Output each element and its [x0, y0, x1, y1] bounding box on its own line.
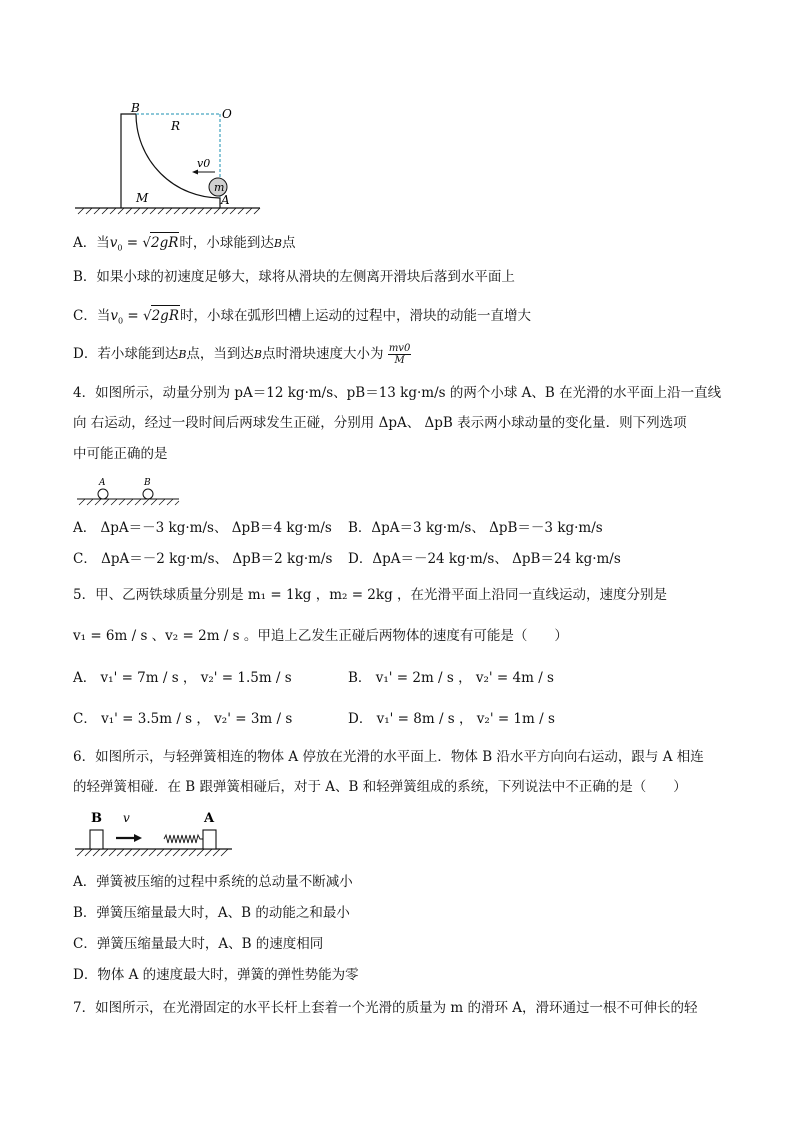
q5-option-c: C． v₁' = 3.5m / s ， v₂' = 3m / s [73, 711, 293, 727]
block-b [90, 830, 103, 849]
q6-stem-line2: 的轻弹簧相碰．在 B 跟弹簧相碰后，对于 A、B 和轻弹簧组成的系统，下列说法中不正确的是（ ） [73, 779, 687, 795]
label-O: O [222, 107, 232, 121]
q4-option-d: D．ΔpA＝－24 kg·m/s、 ΔpB＝24 kg·m/s [348, 551, 621, 567]
ball-b [143, 489, 153, 499]
q5-option-b: B． v₁' = 2m / s ， v₂' = 4m / s [348, 670, 554, 686]
spring [164, 835, 203, 843]
q5-stem-line1: 5．甲、乙两铁球质量分别是 m₁ = 1kg ，m₂ = 2kg ，在光滑平面上沿同一直线运动，速度分别是 [73, 587, 667, 603]
q4-stem-line3: 中可能正确的是 [73, 446, 168, 462]
label-block-a: A [204, 811, 215, 826]
label-A: A [221, 193, 230, 207]
q4-option-c: C． ΔpA＝－2 kg·m/s、 ΔpB＝2 kg·m/s [73, 551, 333, 567]
q6-stem-line1: 6．如图所示，与轻弹簧相连的物体 A 停放在光滑的水平面上．物体 B 沿水平方向向右运动，跟与 A 相连 [73, 749, 704, 765]
q3-option-b: B．如果小球的初速度足够大，球将从滑块的左侧离开滑块后落到水平面上 [73, 269, 515, 285]
q5-option-d: D． v₁' = 8m / s ， v₂' = 1m / s [348, 711, 555, 727]
q3-option-d: D．若小球能到达B点，当到达B点时滑块速度大小为 $\frac{mv0}{M}$ [73, 343, 411, 366]
figure-curved-slot [70, 100, 270, 215]
q4-stem-line2: 向 右运动，经过一段时间后两球发生正碰，分别用 ΔpA、 ΔpB 表示两小球动量的变化量．则下列选项 [73, 415, 687, 431]
label-m: m [214, 181, 225, 194]
block-a [203, 830, 216, 849]
label-ball-a: A [99, 478, 106, 488]
ball-a [98, 489, 108, 499]
label-ball-b: B [144, 478, 151, 488]
q3-option-c: C．当$v_0 = √2gR$时，小球在弧形凹槽上运动的过程中，滑块的动能一直增大 [73, 305, 531, 332]
q3-option-a: A．当$v_0 = √2gR$时，小球能到达B点 [73, 232, 296, 259]
q4-option-a: A． ΔpA＝－3 kg·m/s、 ΔpB＝4 kg·m/s [73, 520, 332, 536]
label-M: M [136, 191, 149, 205]
label-R: R [171, 119, 181, 133]
q5-option-a: A． v₁' = 7m / s ， v₂' = 1.5m / s [73, 670, 292, 686]
figure-two-balls [75, 475, 185, 507]
q4-option-b: B．ΔpA＝3 kg·m/s、 ΔpB＝－3 kg·m/s [348, 520, 603, 536]
q5-stem-line2: v₁ = 6m / s 、v₂ = 2m / s 。甲追上乙发生正碰后两物体的速度有可能是（ ） [73, 628, 568, 644]
fraction-mv0-over-M: $\frac{mv0}{M}$ [388, 343, 411, 366]
label-block-b: B [91, 811, 102, 826]
q6-option-a: A．弹簧被压缩的过程中系统的总动量不断减小 [73, 874, 353, 890]
figure-spring-blocks [72, 805, 237, 863]
label-B: B [131, 101, 140, 115]
q7-stem-line1: 7．如图所示，在光滑固定的水平长杆上套着一个光滑的质量为 m 的滑环 A，滑环通过一根不可伸长的轻 [73, 1000, 698, 1016]
q4-stem-line1: 4．如图所示，动量分别为 pA＝12 kg·m/s、pB＝13 kg·m/s 的两个小球 A、B 在光滑的水平面上沿一直线 [73, 385, 722, 401]
q6-option-c: C．弹簧压缩量最大时，A、B 的速度相同 [73, 936, 324, 952]
label-velocity: v [123, 811, 130, 825]
q6-option-d: D．物体 A 的速度最大时，弹簧的弹性势能为零 [73, 967, 359, 983]
label-v0: v0 [197, 157, 211, 170]
q6-option-b: B．弹簧压缩量最大时，A、B 的动能之和最小 [73, 905, 350, 921]
